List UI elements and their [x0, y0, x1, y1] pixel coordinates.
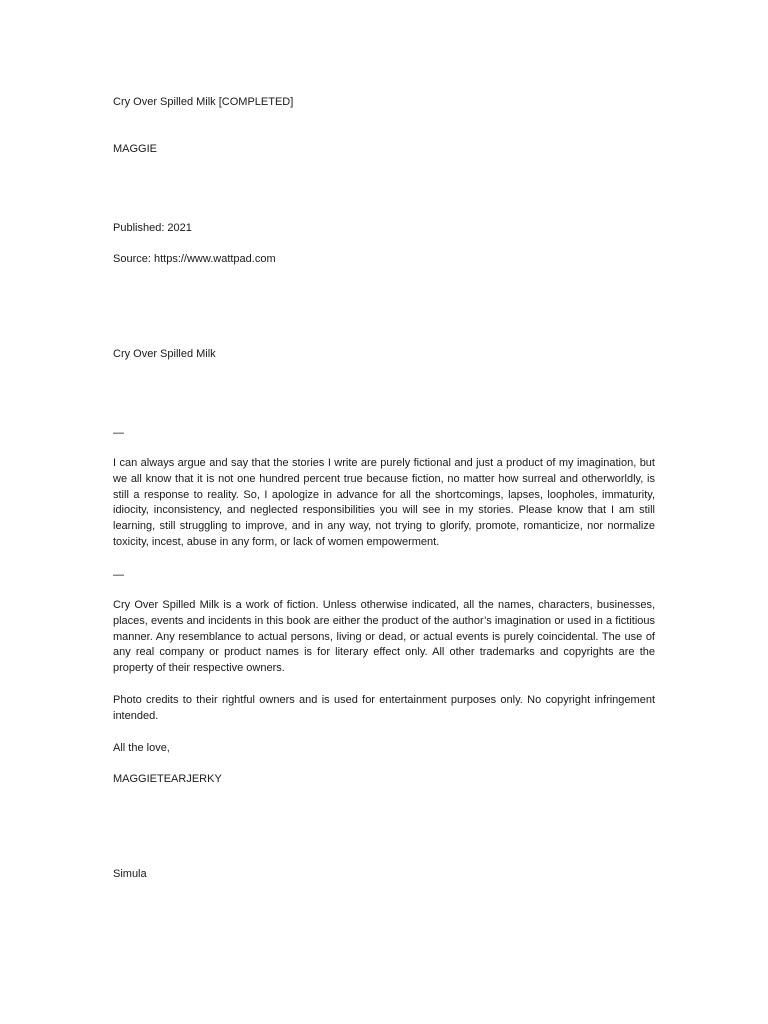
separator-2: — [113, 569, 124, 581]
book-title: Cry Over Spilled Milk [113, 348, 216, 360]
separator-1: — [113, 427, 124, 439]
signature: MAGGIETEARJERKY [113, 773, 222, 785]
fiction-notice-paragraph: Cry Over Spilled Milk is a work of fiction. Unless otherwise indicated, all the names, characters, businesses, places, events and incidents in this book are either the product of the author’s imagination or used in a fictitious manner. Any resemblance to actual persons, living or dead, or actual events is purely coincidental. The use of any real company or product names is for literary effect only. All other trademarks and copyrights are the property of their respective owners. [113, 599, 655, 675]
book-title-completed: Cry Over Spilled Milk [COMPLETED] [113, 96, 294, 108]
author-name: MAGGIE [113, 143, 158, 155]
photo-credits-paragraph: Photo credits to their rightful owners and is used for entertainment purposes only. No copyright infringement intended. [113, 694, 655, 722]
published-line: Published: 2021 [113, 222, 192, 234]
chapter-heading: Simula [113, 868, 147, 880]
disclaimer-paragraph: I can always argue and say that the stories I write are purely fictional and just a product of my imagination, but we all know that it is not one hundred percent true because fiction, no matter how surreal and otherworldly, is still a response to reality. So, I apologize in advance for all the shortcomings, lapses, loopholes, immaturity, idiocity, inconsistency, and neglected responsibilities you will see in my stories. Please know that I am still learning, still struggling to improve, and in any way, not trying to glorify, promote, romanticize, nor normalize toxicity, incest, abuse in any form, or lack of women empowerment. [113, 457, 655, 548]
source-line: Source: https://www.wattpad.com [113, 253, 276, 265]
sign-off: All the love, [113, 742, 170, 754]
